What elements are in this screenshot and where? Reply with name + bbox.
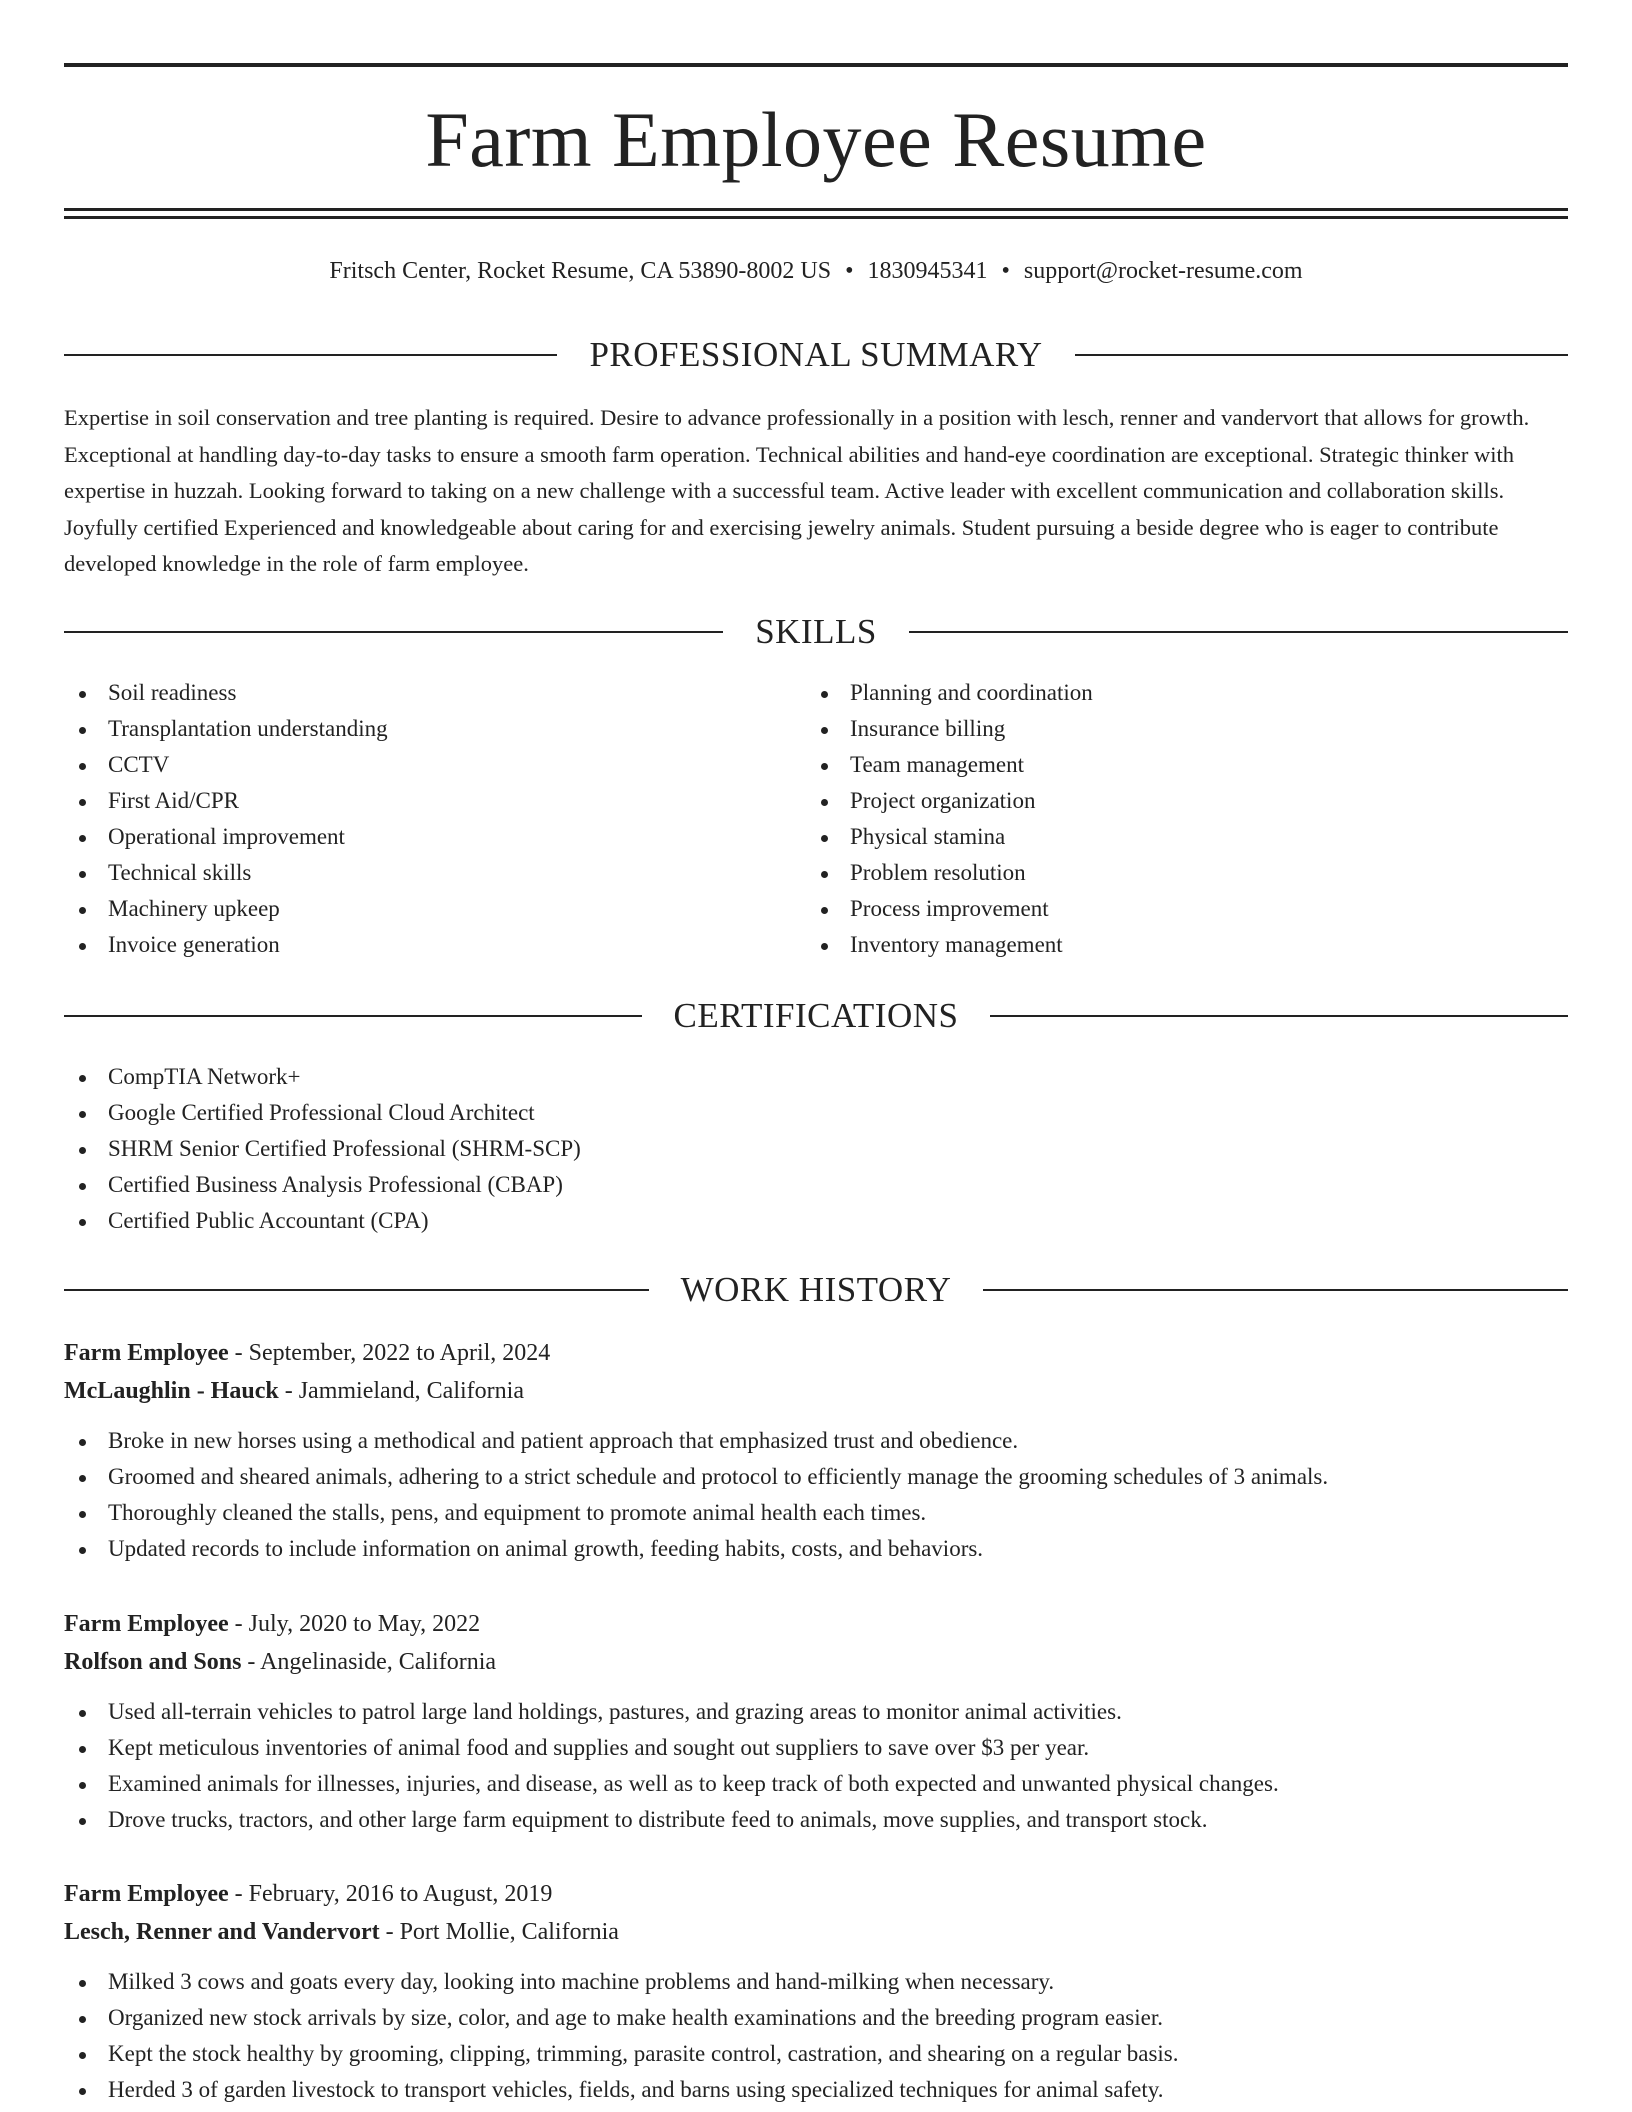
summary-heading [64,333,1568,377]
job-duty: Updated records to include information on animal growth, feeding habits, costs, and behaviors. [64,1531,1568,1567]
heading-rule [64,1015,642,1017]
job-duty: Used all-terrain vehicles to patrol large land holdings, pastures, and grazing areas to monitor animal activities. [64,1694,1568,1730]
contact-separator: • [1001,258,1010,284]
job-duty: Drove trucks, tractors, and other large farm equipment to distribute feed to animals, move supplies, and transport stock. [64,1802,1568,1838]
job-entry [64,1605,1568,1838]
skills-heading-text: SKILLS [755,612,877,651]
job-duty: Kept meticulous inventories of animal food and supplies and sought out suppliers to save over $3 per year. [64,1730,1568,1766]
contact-address: Fritsch Center, Rocket Resume, CA 53890-8002 US [329,258,832,284]
job-duty: Herded 3 of garden livestock to transport vehicles, fields, and barns using specialized techniques for animal safety. [64,2072,1568,2108]
job-entry [64,1334,1568,1567]
job-duty: Kept the stock healthy by grooming, clipping, trimming, parasite control, castration, and shearing on a regular basis. [64,2036,1568,2072]
title-double-rule [64,208,1568,219]
job-location: - Port Mollie, California [379,1919,619,1945]
certification-item: CompTIA Network+ [64,1059,1064,1095]
certification-item: Certified Business Analysis Professional (CBAP) [64,1167,1064,1203]
skill-item: Machinery upkeep [64,891,764,927]
job-company-line [64,1643,1568,1681]
job-company: Lesch, Renner and Vandervort [64,1919,380,1945]
certifications-heading [64,994,1568,1038]
summary-text: Expertise in soil conservation and tree planting is required. Desire to advance professionally in a position with lesch, renner and vandervort that allows for growth. Exceptional at handling day-to-day tasks to ensure a smooth farm operation. Technical abilities and hand-eye coordination are exceptional. Strategic thinker with expertise in huzzah. Looking forward to taking on a new challenge with a successful team. Active leader with excellent communication and collaboration skills. Joyfully certified Experienced and knowledgeable about caring for and exercising jewelry animals. Student pursuing a beside degree who is eager to contribute developed knowledge in the role of farm employee. [64,405,1530,576]
job-duty: Organized new stock arrivals by size, color, and age to make health examinations and the breeding program easier. [64,2000,1568,2036]
job-duties [64,1964,1568,2108]
skill-item: Transplantation understanding [64,711,764,747]
work-history-heading [64,1268,1568,1312]
skill-item: Physical stamina [806,819,1506,855]
job-duties [64,1423,1568,1567]
skill-item: CCTV [64,747,764,783]
heading-rule [64,631,723,633]
job-duty: Milked 3 cows and goats every day, looking into machine problems and hand-milking when necessary. [64,1964,1568,2000]
heading-rule [983,1289,1568,1291]
contact-email: support@rocket-resume.com [1023,258,1303,284]
certifications-heading-text: CERTIFICATIONS [673,996,959,1035]
skill-item: Soil readiness [64,675,764,711]
heading-rule [64,354,557,356]
job-location: - Angelinaside, California [241,1649,497,1675]
skills-list-left [64,675,764,963]
work-history-heading-text: WORK HISTORY [680,1270,952,1309]
job-company: Rolfson and Sons [64,1649,242,1675]
job-company: McLaughlin - Hauck [64,1378,279,1404]
job-company-line [64,1913,1568,1951]
job-dates: - July, 2020 to May, 2022 [228,1611,481,1637]
skills-list-right [806,675,1506,963]
job-duty: Broke in new horses using a methodical and patient approach that emphasized trust and obedience. [64,1423,1568,1459]
resume-title: Farm Employee Resume [425,96,1207,183]
job-title: Farm Employee [64,1611,229,1637]
job-title: Farm Employee [64,1340,229,1366]
skill-item: Process improvement [806,891,1506,927]
job-duty: Examined animals for illnesses, injuries, and disease, as well as to keep track of both expected and unwanted physical changes. [64,1766,1568,1802]
job-entry [64,1875,1568,2108]
job-title: Farm Employee [64,1881,229,1907]
job-location: - Jammieland, California [278,1378,524,1404]
job-duty: Thoroughly cleaned the stalls, pens, and equipment to promote animal health each times. [64,1495,1568,1531]
heading-rule [1075,354,1568,356]
skill-item: Inventory management [806,927,1506,963]
heading-rule [909,631,1568,633]
job-duty: Groomed and sheared animals, adhering to a strict schedule and protocol to efficiently manage the grooming schedules of 3 animals. [64,1459,1568,1495]
job-duties [64,1694,1568,1838]
certification-item: SHRM Senior Certified Professional (SHRM-SCP) [64,1131,1064,1167]
skill-item: Operational improvement [64,819,764,855]
certification-item: Google Certified Professional Cloud Architect [64,1095,1064,1131]
heading-rule [64,1289,649,1291]
summary-heading-text: PROFESSIONAL SUMMARY [589,335,1043,374]
skill-item: Insurance billing [806,711,1506,747]
contact-phone: 1830945341 [867,258,988,284]
top-rule [64,63,1568,67]
job-title-line [64,1875,1568,1913]
contact-line [64,254,1568,288]
job-dates: - September, 2022 to April, 2024 [228,1340,551,1366]
skill-item: Invoice generation [64,927,764,963]
skill-item: Technical skills [64,855,764,891]
certification-item: Certified Public Accountant (CPA) [64,1203,1064,1239]
certifications-list [64,1059,1064,1239]
skills-heading [64,610,1568,654]
job-company-line [64,1372,1568,1410]
job-title-line [64,1605,1568,1643]
heading-rule [990,1015,1568,1017]
skill-item: Project organization [806,783,1506,819]
contact-separator: • [845,258,854,284]
job-dates: - February, 2016 to August, 2019 [228,1881,553,1907]
job-title-line [64,1334,1568,1372]
skill-item: First Aid/CPR [64,783,764,819]
skill-item: Team management [806,747,1506,783]
skill-item: Problem resolution [806,855,1506,891]
skill-item: Planning and coordination [806,675,1506,711]
